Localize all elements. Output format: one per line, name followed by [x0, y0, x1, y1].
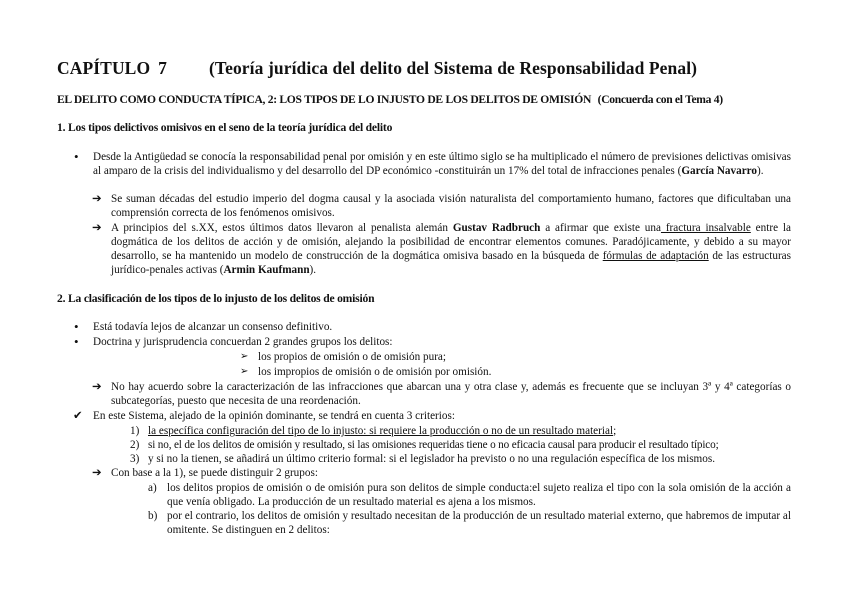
subtitle-note: (Concuerda con el Tema 4) — [597, 93, 723, 106]
subtitle-main: EL DELITO COMO CONDUCTA TÍPICA, 2: LOS TIPOS DE LO INJUSTO DE LOS DELITOS DE OMISIÓN — [57, 93, 592, 106]
underline-formulas: fórmulas de adaptación — [602, 250, 709, 262]
list-item-criteria: En este Sistema, alejado de la opinión dominante, se tendrá en cuenta 3 criterios: — [93, 410, 455, 422]
chapter-subtitle — [57, 93, 723, 106]
author-radbruch: Gustav Radbruch — [452, 222, 541, 234]
paragraph-radbruch — [111, 221, 791, 277]
bullet-icon: • — [74, 149, 79, 164]
check-icon: ✔ — [73, 410, 83, 422]
paragraph-base-groups: Con base a la 1), se puede distinguir 2 grupos: — [111, 467, 318, 479]
author-garcia-navarro: García Navarro — [681, 165, 758, 177]
chapter-heading — [57, 58, 698, 79]
criterion-number: 3) — [130, 453, 140, 465]
section-1-heading: 1. Los tipos delictivos omisivos en el seno de la teoría jurídica del delito — [57, 121, 393, 134]
chapter-label: CAPÍTULO — [57, 58, 151, 78]
subgroup-b: por el contrario, los delitos de omisión y resultado necesitan de la producción de un resultado material externo, que habremos de imputar al omitente. Se distinguen en 2 delitos: — [167, 510, 791, 536]
criterion-1-tail: ; — [613, 425, 617, 437]
paragraph-history — [93, 150, 791, 178]
group-propios: los propios de omisión o de omisión pura; — [258, 351, 447, 363]
bullet-icon: • — [74, 334, 79, 349]
radbruch-text-c: entre la dogmática de los delitos de acción y de omisión, alejando la posibilidad de encontrar elementos comunes. Paradójicamente, y debido a su mayor desarrollo, se ha mantenido un modelo de construcción de la dogmática omisiva basado en la búsqueda de — [111, 222, 791, 262]
section-2-heading: 2. La clasificación de los tipos de lo injusto de los delitos de omisión — [57, 292, 375, 305]
chapter-title: (Teoría jurídica del delito del Sistema de Responsabilidad Penal) — [209, 58, 698, 78]
sub-arrow-icon: ➢ — [240, 351, 249, 362]
list-item-consensus: Está todavía lejos de alcanzar un consenso definitivo. — [93, 321, 333, 333]
list-item-doctrine: Doctrina y jurisprudencia concuerdan 2 grandes grupos los delitos: — [93, 336, 393, 348]
arrow-icon: ➔ — [92, 222, 102, 234]
radbruch-text-a: A principios del s.XX, estos últimos datos llevaron al penalista alemán — [111, 222, 453, 234]
chapter-number: 7 — [158, 58, 168, 78]
criterion-1-text: la específica configuración del tipo de lo injusto: si requiere la producción o no de un resultado material — [148, 425, 614, 437]
criterion-2: si no, el de los delitos de omisión y resultado, si las omisiones requeridas tiene o no eficacia causal para producir el resultado típico; — [148, 439, 719, 451]
criterion-number: 1) — [130, 425, 140, 437]
criterion-1 — [148, 424, 791, 438]
subgroup-a: los delitos propios de omisión o de omisión pura son delitos de simple conducta:el sujeto realiza el tipo con la sola omisión de la acción a que venía obligado. La producción de un resultado material es ajena a los mismos. — [167, 482, 791, 508]
arrow-icon: ➔ — [92, 193, 102, 205]
radbruch-text-e: ). — [309, 264, 317, 276]
subgroup-letter: b) — [148, 510, 158, 522]
author-kaufmann: Armin Kaufmann — [223, 264, 310, 276]
bullet-icon: • — [74, 319, 79, 334]
radbruch-text-d: de las estructuras jurídico-penales activas ( — [111, 250, 792, 276]
criterion-3: y si no la tienen, se añadirá un último criterio formal: si el legislador ha previsto o no una regulación específica de los mismos. — [148, 453, 715, 465]
radbruch-text-b: a afirmar que existe una — [540, 222, 661, 234]
underline-fractura: fractura insalvable — [660, 222, 751, 234]
subgroup-letter: a) — [148, 482, 157, 494]
sub-arrow-icon: ➢ — [240, 366, 249, 377]
criterion-number: 2) — [130, 439, 140, 451]
group-impropios: los impropios de omisión o de omisión por omisión. — [258, 366, 492, 378]
paragraph-causal-dogma: Se suman décadas del estudio imperio del dogma causal y la asociada visión naturalista del comportamiento humano, factores que dificultaban una comprensión correcta de los fenómenos omisivos. — [111, 193, 791, 219]
arrow-icon: ➔ — [92, 381, 102, 393]
paragraph-history-text: Desde la Antigüedad se conocía la responsabilidad penal por omisión y en este último siglo se ha multiplicado el número de previsiones delictivas omisivas al amparo de la crisis del individualismo y del desarrollo del DP económico -constituirán un 17% del total de infracciones penales ( — [93, 151, 791, 177]
paragraph-history-end: ). — [757, 165, 764, 177]
paragraph-no-agreement: No hay acuerdo sobre la caracterización de las infracciones que abarcan una y otra clase y, además es frecuente que se incluyan 3ª y 4ª categorías o subcategorías, puesto que necesita de una reordenación. — [111, 381, 791, 407]
arrow-icon: ➔ — [92, 467, 102, 479]
